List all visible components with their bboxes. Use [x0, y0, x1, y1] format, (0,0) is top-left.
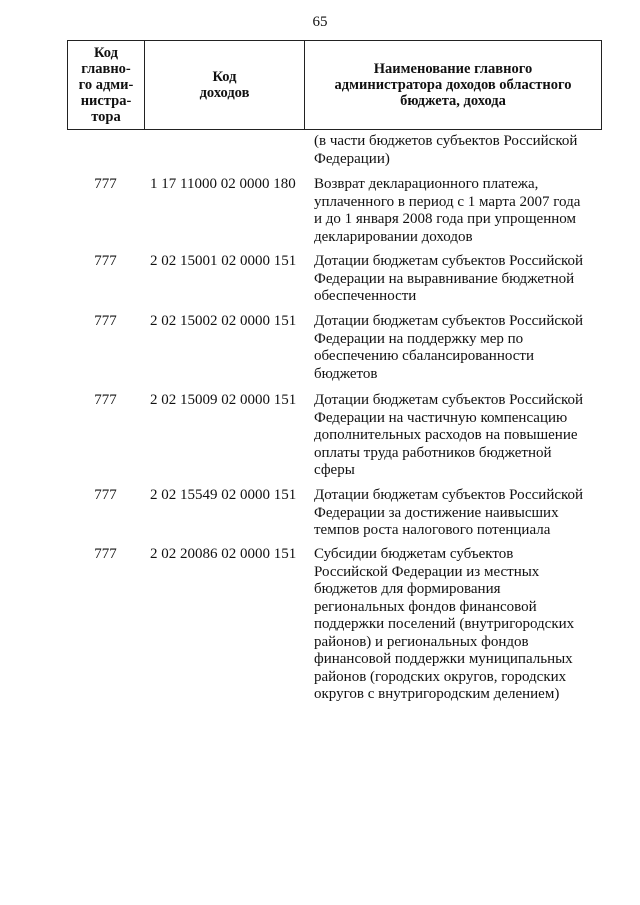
admin-code-cell: 777 — [94, 313, 117, 329]
income-name-cell: Дотации бюджетам субъектов Российской Федерации на поддержку мер по обеспечению сбалансированности бюджетов — [314, 313, 584, 382]
income-code-cell: 2 02 15549 02 0000 151 — [150, 487, 297, 503]
income-code-cell: 2 02 15001 02 0000 151 — [150, 253, 297, 269]
admin-code-cell: 777 — [94, 546, 117, 562]
continuation-text: (в части бюджетов субъектов Российской Федерации) — [314, 133, 578, 167]
admin-code-cell: 777 — [94, 176, 117, 192]
income-name-cell: Субсидии бюджетам субъектов Российской Федерации из местных бюджетов для формирования региональных фондов финансовой поддержки поселений (внутригородских районов) и региональных фондов финансовой поддержки муниципальных районов (городских округов, городских округов с внутригородским делением) — [314, 546, 575, 702]
page-number: 65 — [312, 14, 328, 30]
admin-code-cell: 777 — [94, 392, 117, 408]
income-code-cell: 2 02 20086 02 0000 151 — [150, 546, 297, 562]
header-income-code: Код доходов — [145, 41, 305, 130]
income-code-cell: 2 02 15002 02 0000 151 — [150, 313, 297, 329]
income-name-cell: Возврат декларационного платежа, уплаченного в период с 1 марта 2007 года и до 1 января 2008 года при упрощенном декларировании доходов — [314, 176, 581, 245]
header-admin-code: Код главно- го адми- нистра- тора — [68, 41, 145, 130]
table-header — [67, 40, 602, 130]
income-code-cell: 2 02 15009 02 0000 151 — [150, 392, 297, 408]
admin-code-cell: 777 — [94, 487, 117, 503]
admin-code-cell: 777 — [94, 253, 117, 269]
income-name-cell: Дотации бюджетам субъектов Российской Федерации на выравнивание бюджетной обеспеченности — [314, 253, 584, 304]
income-name-cell: Дотации бюджетам субъектов Российской Федерации за достижение наивысших темпов роста налогового потенциала — [314, 487, 584, 538]
income-name-cell: Дотации бюджетам субъектов Российской Федерации на частичную компенсацию дополнительных расходов на повышение оплаты труда работников бюджетной сферы — [314, 392, 584, 478]
income-code-cell: 1 17 11000 02 0000 180 — [150, 176, 296, 192]
header-name: Наименование главного администратора доходов областного бюджета, дохода — [305, 41, 602, 130]
